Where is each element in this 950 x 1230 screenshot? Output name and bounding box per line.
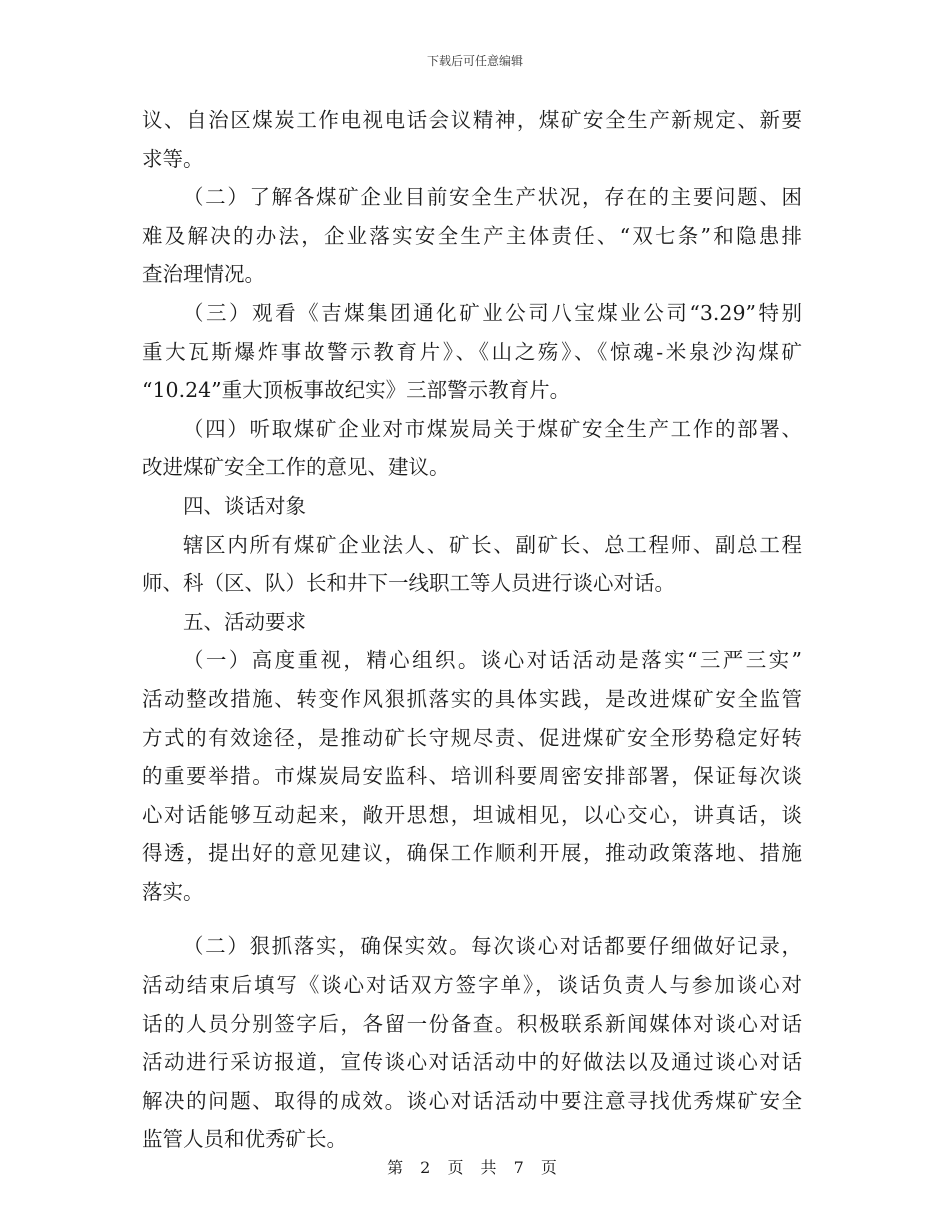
body-line: 重大瓦斯爆炸事故警示教育片》、《山之殇》、《惊魂-米泉沙沟煤矿: [142, 339, 802, 364]
page-number: 第 2 页 共 7 页: [387, 1158, 563, 1177]
body-line: 改进煤矿安全工作的意见、建议。: [142, 455, 450, 480]
body-line: 解决的问题、取得的成效。谈心对话活动中要注意寻找优秀煤矿安全: [142, 1088, 802, 1113]
body-line: 话的人员分别签字后，各留一份备查。积极联系新闻媒体对谈心对话: [142, 1011, 802, 1036]
body-line: （二）了解各煤矿企业目前安全生产状况，存在的主要问题、困: [183, 185, 802, 210]
body-line: 的重要举措。市煤炭局安监科、培训科要周密安排部署，保证每次谈: [142, 764, 802, 789]
body-line: 议、自治区煤炭工作电视电话会议精神，煤矿安全生产新规定、新要: [142, 108, 802, 132]
body-line: 得透，提出好的意见建议，确保工作顺利开展，推动政策落地、措施: [142, 841, 802, 866]
section-heading: 四、谈话对象: [183, 493, 306, 518]
body-line: 求等。: [142, 146, 204, 171]
body-line: （四）听取煤矿企业对市煤炭局关于煤矿安全生产工作的部署、: [183, 416, 802, 441]
body-line: 活动进行采访报道，宣传谈心对话活动中的好做法以及通过谈心对话: [142, 1050, 802, 1075]
body-line: “10.24”重大顶板事故纪实》三部警示教育片。: [142, 378, 571, 403]
body-line: 查治理情况。: [142, 262, 265, 287]
body-line: 活动结束后填写《谈心对话双方签字单》，谈话负责人与参加谈心对: [142, 973, 802, 998]
body-line: 辖区内所有煤矿企业法人、矿长、副矿长、总工程师、副总工程: [183, 532, 802, 557]
body-line: 心对话能够互动起来，敞开思想，坦诚相见，以心交心，讲真话，谈: [142, 802, 802, 827]
body-line: 监管人员和优秀矿长。: [142, 1127, 347, 1152]
document-body: [142, 101, 802, 1159]
body-line: 师、科（区、队）长和井下一线职工等人员进行谈心对话。: [142, 571, 675, 596]
body-line: 活动整改措施、转变作风狠抓落实的具体实践，是改进煤矿安全监管: [142, 686, 802, 711]
header-note: 下载后可任意编辑: [426, 54, 523, 68]
body-line: 难及解决的办法，企业落实安全生产主体责任、“双七条”和隐患排: [142, 223, 802, 248]
section-heading: 五、活动要求: [183, 609, 306, 634]
body-line: （三）观看《吉煤集团通化矿业公司八宝煤业公司“3.29”特别: [183, 300, 802, 325]
body-line: （二）狠抓落实，确保实效。每次谈心对话都要仔细做好记录，: [183, 934, 802, 959]
body-line: （一）高度重视，精心组织。谈心对话活动是落实“三严三实”: [183, 648, 802, 673]
body-line: 落实。: [142, 879, 204, 904]
body-line: 方式的有效途径，是推动矿长守规尽责、促进煤矿安全形势稳定好转: [142, 725, 802, 750]
